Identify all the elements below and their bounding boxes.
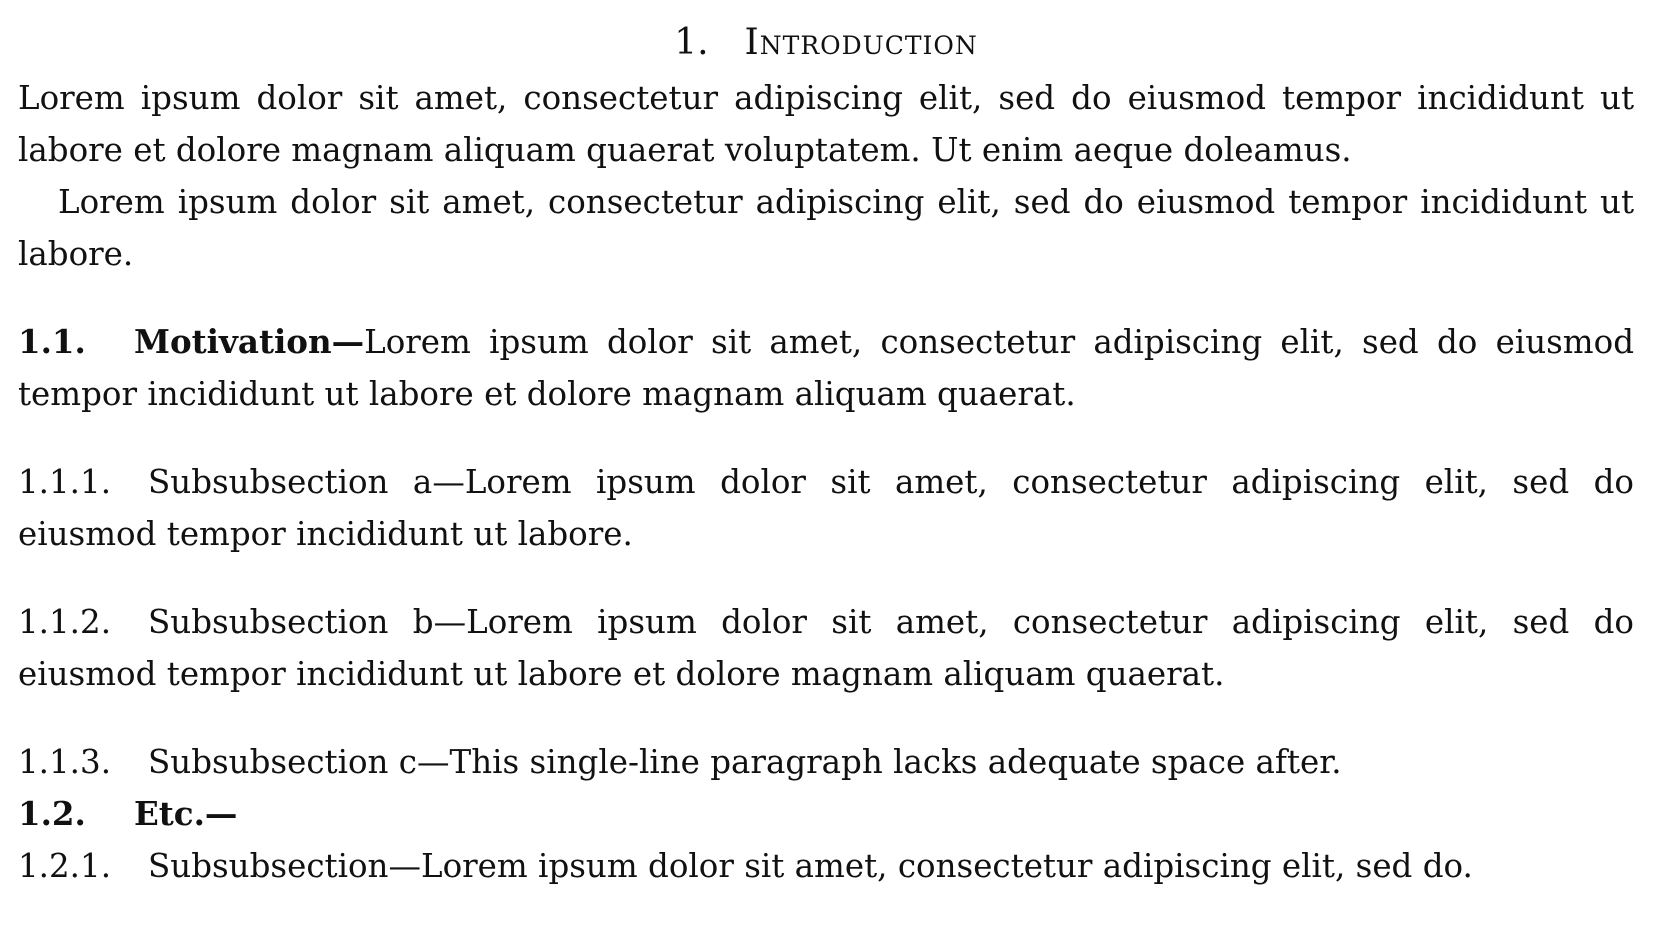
subsection-1-1 (18, 316, 1634, 420)
subsection-text: Lorem ipsum dolor sit amet, consectetur adipiscing elit, sed do eiusmod tempor incididunt ut labore et dolore magnam aliquam quaerat. (18, 323, 1634, 413)
subsubsection-number: 1.1.2. (18, 603, 112, 641)
section-number: 1. (674, 22, 709, 63)
subsubsection-dash: — (433, 603, 467, 641)
subsection-number: 1.2. (18, 794, 86, 833)
subsubsection-1-1-1 (18, 456, 1634, 560)
subsubsection-dash: — (417, 743, 450, 781)
subsubsection-dash: — (432, 463, 465, 501)
subsubsection-text: Lorem ipsum dolor sit amet, consectetur adipiscing elit, sed do eiusmod tempor incididunt ut labore et dolore magnam aliquam quaerat. (18, 603, 1634, 693)
subsection-title: Motivation (134, 322, 332, 361)
paragraph-2: Lorem ipsum dolor sit amet, consectetur adipiscing elit, sed do eiusmod tempor incididunt ut labore. (18, 183, 1634, 273)
section-heading (18, 16, 1634, 70)
subsubsection-text: Lorem ipsum dolor sit amet, consectetur adipiscing elit, sed do eiusmod tempor incididunt ut labore. (18, 463, 1634, 553)
subsection-dash: — (204, 794, 238, 833)
subsubsection-text: This single-line paragraph lacks adequate space after. (449, 743, 1342, 781)
subsection-title: Etc. (134, 794, 205, 833)
subsubsection-1-1-2 (18, 596, 1634, 700)
subsection-number: 1.1. (18, 322, 86, 361)
subsection-1-2 (18, 788, 1634, 840)
subsubsection-text: Lorem ipsum dolor sit amet, consectetur adipiscing elit, sed do. (420, 847, 1473, 885)
section-title: Introduction (744, 22, 978, 63)
subsubsection-title: Subsubsection c (148, 743, 418, 781)
subsubsection-1-2-1 (18, 840, 1634, 892)
subsubsection-1-1-3 (18, 736, 1634, 788)
document-page (18, 16, 1634, 892)
subsubsection-title: Subsubsection a (148, 463, 433, 501)
subsection-dash: — (331, 322, 365, 361)
subsubsection-number: 1.1.3. (18, 743, 112, 781)
subsubsection-title: Subsubsection b (148, 603, 434, 641)
subsubsection-title: Subsubsection (148, 847, 389, 885)
subsubsection-number: 1.1.1. (18, 463, 112, 501)
subsubsection-number: 1.2.1. (18, 847, 112, 885)
subsubsection-dash: — (388, 847, 421, 885)
paragraph-1: Lorem ipsum dolor sit amet, consectetur adipiscing elit, sed do eiusmod tempor incididunt ut labore et dolore magnam aliquam quaerat voluptatem. Ut enim aeque doleamus. (18, 79, 1634, 169)
